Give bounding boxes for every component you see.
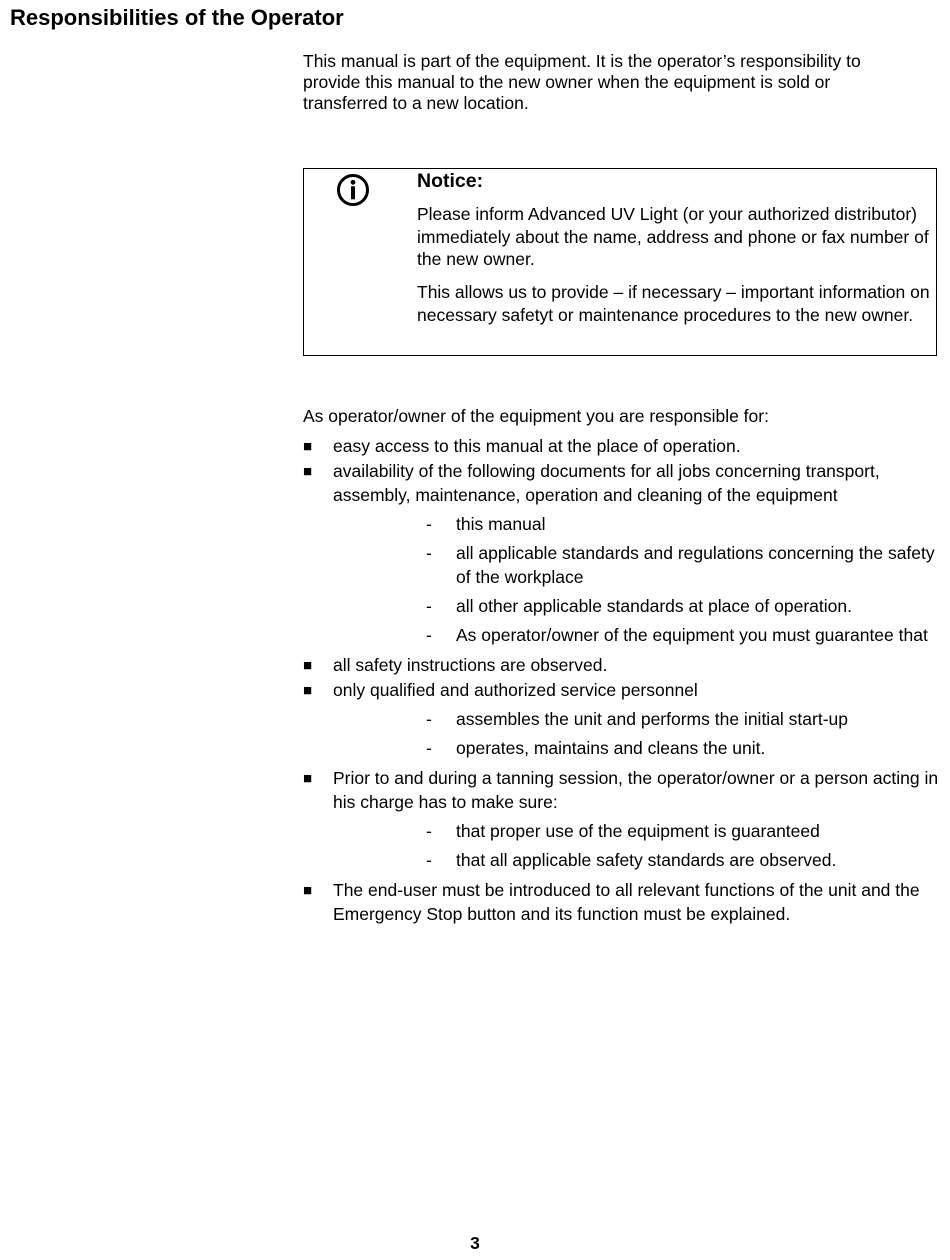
- sub-list-item: [333, 707, 943, 731]
- responsibilities-intro: As operator/owner of the equipment you are responsible for:: [303, 406, 769, 426]
- sub-list-item-text: all applicable standards and regulations concerning the safety of the workplace: [456, 543, 935, 587]
- sub-list-item-text: this manual: [456, 514, 546, 534]
- dash-marker: -: [426, 596, 432, 616]
- dash-marker: -: [426, 821, 432, 841]
- bullet-marker: ■: [303, 882, 313, 899]
- sub-list-item-text: that proper use of the equipment is guaranteed: [456, 821, 820, 841]
- list-item-text: only qualified and authorized service personnel: [333, 680, 698, 700]
- info-icon: [336, 173, 370, 207]
- sub-list-item-text: that all applicable safety standards are observed.: [456, 850, 837, 870]
- notice-title: Notice:: [417, 170, 484, 192]
- sub-list-item-text: operates, maintains and cleans the unit.: [456, 738, 766, 758]
- sub-list-item-text: assembles the unit and performs the initial start-up: [456, 709, 848, 729]
- dash-marker: -: [426, 709, 432, 729]
- sub-list-item: [333, 736, 943, 760]
- sub-list: [333, 819, 943, 872]
- dash-marker: -: [426, 625, 432, 645]
- sub-list-item: [333, 512, 943, 536]
- list-item: [303, 766, 943, 872]
- sub-list-item: [333, 594, 943, 618]
- dash-marker: -: [426, 514, 432, 534]
- dash-marker: -: [426, 850, 432, 870]
- sub-list-item: [333, 623, 943, 647]
- intro-paragraph: This manual is part of the equipment. It is the operator’s responsibility to provide this manual to the new owner when the equipment is sold or transferred to a new location.: [303, 51, 861, 113]
- page-title: Responsibilities of the Operator: [10, 5, 344, 30]
- bullet-marker: ■: [303, 463, 313, 480]
- sub-list: [333, 512, 943, 647]
- dash-marker: -: [426, 738, 432, 758]
- dash-marker: -: [426, 543, 432, 563]
- list-item-text: all safety instructions are observed.: [333, 655, 608, 675]
- list-item-text: The end-user must be introduced to all relevant functions of the unit and the Emergency Stop button and its function must be explained.: [333, 880, 920, 924]
- sub-list-item-text: As operator/owner of the equipment you must guarantee that: [456, 625, 928, 645]
- list-item-text: Prior to and during a tanning session, the operator/owner or a person acting in his charge has to make sure:: [333, 768, 939, 812]
- bullet-marker: ■: [303, 770, 313, 787]
- list-item: [303, 434, 943, 458]
- responsibilities-list: [303, 434, 943, 926]
- list-item-text: easy access to this manual at the place of operation.: [333, 436, 741, 456]
- bullet-marker: ■: [303, 657, 313, 674]
- list-item: [303, 653, 943, 677]
- notice-paragraph: This allows us to provide – if necessary – important information on necessary safetyt or maintenance procedures to the new owner.: [417, 282, 930, 325]
- list-item: [303, 878, 943, 926]
- list-item-text: availability of the following documents for all jobs concerning transport, assembly, maintenance, operation and cleaning of the equipment: [333, 461, 880, 505]
- notice-body: [417, 168, 933, 327]
- sub-list-item: [333, 541, 943, 589]
- notice-box: [303, 168, 937, 356]
- sub-list-item: [333, 819, 943, 843]
- page-number: 3: [470, 1233, 480, 1253]
- bullet-marker: ■: [303, 682, 313, 699]
- notice-paragraph: Please inform Advanced UV Light (or your authorized distributor) immediately about the name, address and phone or fax number of the new owner.: [417, 204, 929, 270]
- sub-list-item-text: all other applicable standards at place of operation.: [456, 596, 852, 616]
- list-item: [303, 459, 943, 647]
- sub-list: [333, 707, 943, 760]
- list-item: [303, 678, 943, 760]
- bullet-marker: ■: [303, 438, 313, 455]
- sub-list-item: [333, 848, 943, 872]
